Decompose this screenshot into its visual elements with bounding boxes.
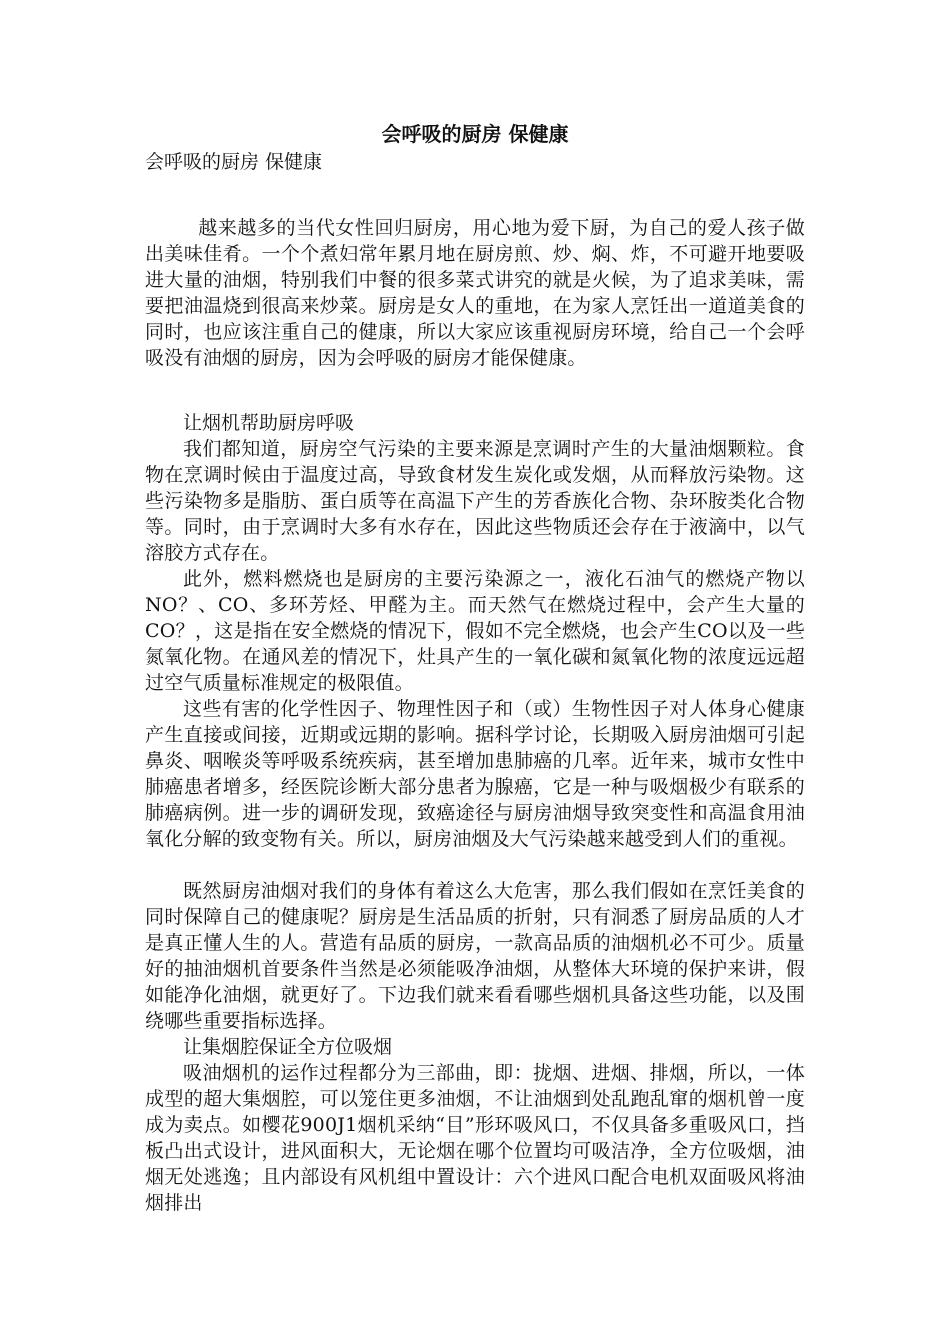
paragraph-health-effects: 这些有害的化学性因子、物理性因子和（或）生物性因子对人体身心健康产生直接或间接，近期或远期的影响。据科学讨论，长期吸入厨房油烟可引起鼻炎、咽喉炎等呼吸系统疾病，甚至增加患肺癌的几率。近年来，城市女性中肺癌患者增多，经医院诊断大部分患者为腺癌，它是一种与吸烟极少有联系的肺癌病例。进一步的调研发现，致癌途径与厨房油烟导致突变性和高温食用油氧化分解的致变物有关。所以，厨房油烟及大气污染越来越受到人们的重视。 bbox=[145, 698, 805, 850]
paragraph-choosing-hood: 既然厨房油烟对我们的身体有着这么大危害，那么我们假如在烹饪美食的同时保障自己的健康呢？厨房是生活品质的折射，只有洞悉了厨房品质的人才是真正懂人生的人。营造有品质的厨房，一款高品质的油烟机必不可少。质量好的抽油烟机首要条件当然是必须能吸净油烟，从整体大环境的保护来讲，假如能净化油烟，就更好了。下边我们就来看看哪些烟机具备这些功能，以及围绕哪些重要指标选择。 bbox=[145, 880, 805, 1032]
spacer bbox=[145, 202, 805, 215]
spacer bbox=[145, 176, 805, 202]
paragraph-hood-process: 吸油烟机的运作过程都分为三部曲，即：拢烟、进烟、排烟，所以，一体成型的超大集烟腔，可以笼住更多油烟，不让油烟到处乱跑乱窜的烟机曾一度成为卖点。如樱花900J1烟机采纳“目”形环吸风口，不仅具备多重吸风口，挡板凸出式设计，进风面积大，无论烟在哪个位置均可吸洁净，全方位吸烟，油烟无处逃逸；且内部设有风机组中置设计：六个进风口配合电机双面吸风将油烟排出 bbox=[145, 1062, 805, 1214]
document-page bbox=[145, 120, 805, 1216]
spacer bbox=[145, 397, 805, 410]
document-title: 会呼吸的厨房 保健康 bbox=[381, 122, 569, 146]
spacer bbox=[145, 852, 805, 878]
spacer bbox=[145, 371, 805, 397]
paragraph-oil-smoke-source: 我们都知道，厨房空气污染的主要来源是烹调时产生的大量油烟颗粒。食物在烹调时候由于温度过高，导致食材发生炭化或发烟，从而释放污染物。这些污染物多是脂肪、蛋白质等在高温下产生的芳香族化合物、杂环胺类化合物等。同时，由于烹调时大多有水存在，因此这些物质还会存在于液滴中，以气溶胶方式存在。 bbox=[145, 438, 805, 564]
section-heading-smoke-chamber: 让集烟腔保证全方位吸烟 bbox=[183, 1036, 393, 1058]
intro-paragraph: 越来越多的当代女性回归厨房，用心地为爱下厨，为自己的爱人孩子做出美味佳肴。一个个煮妇常年累月地在厨房煎、炒、焖、炸，不可避开地要吸进大量的油烟，特别我们中餐的很多菜式讲究的就是火候，为了追求美味，需要把油温烧到很高来炒菜。厨房是女人的重地，在为家人烹饪出一道道美食的同时，也应该注重自己的健康，所以大家应该重视厨房环境，给自己一个会呼吸没有油烟的厨房，因为会呼吸的厨房才能保健康。 bbox=[145, 217, 805, 369]
document-subtitle: 会呼吸的厨房 保健康 bbox=[145, 151, 323, 173]
paragraph-fuel-combustion: 此外，燃料燃烧也是厨房的主要污染源之一，液化石油气的燃烧产物以NO？、CO、多环芳烃、甲醛为主。而天然气在燃烧过程中，会产生大量的CO？，这是指在安全燃烧的情况下，假如不完全燃烧，也会产生CO以及一些氮氧化物。在通风差的情况下，灶具产生的一氧化碳和氮氧化物的浓度远远超过空气质量标准规定的极限值。 bbox=[145, 568, 805, 694]
section-heading-hood-breathing: 让烟机帮助厨房呼吸 bbox=[183, 412, 355, 434]
